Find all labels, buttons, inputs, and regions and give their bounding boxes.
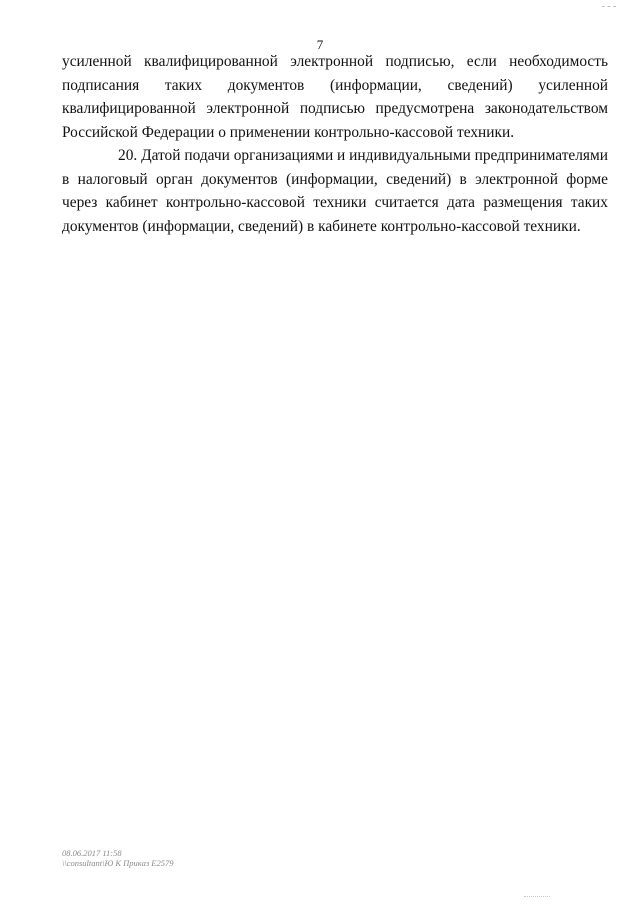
document-footer xyxy=(62,848,173,868)
scan-mark-top xyxy=(602,6,616,9)
page-number: 7 xyxy=(316,37,324,52)
paragraph-continuation: усиленной квалифицированной электронной подписью, если необходимость подписания таких документов (информации, сведений) усиленной квалифицированной электронной подписью предусмотрена законодательством Российской Федерации о применении контрольно-кассовой техники. xyxy=(62,53,608,141)
document-body xyxy=(62,50,608,238)
paragraph-item-20: 20. Датой подачи организациями и индивидуальными предпринимателями в налоговый орган документов (информации, сведений) в электронной форме через кабинет контрольно-кассовой техники считается дата размещения таких документов (информации, сведений) в кабинете контрольно-кассовой техники. xyxy=(62,147,608,235)
footer-timestamp: 08.06.2017 11:58 xyxy=(62,848,122,858)
footer-file-path: \\consultant\Ю К Приказ E2579 xyxy=(62,858,174,868)
scan-mark-bottom xyxy=(524,896,550,899)
